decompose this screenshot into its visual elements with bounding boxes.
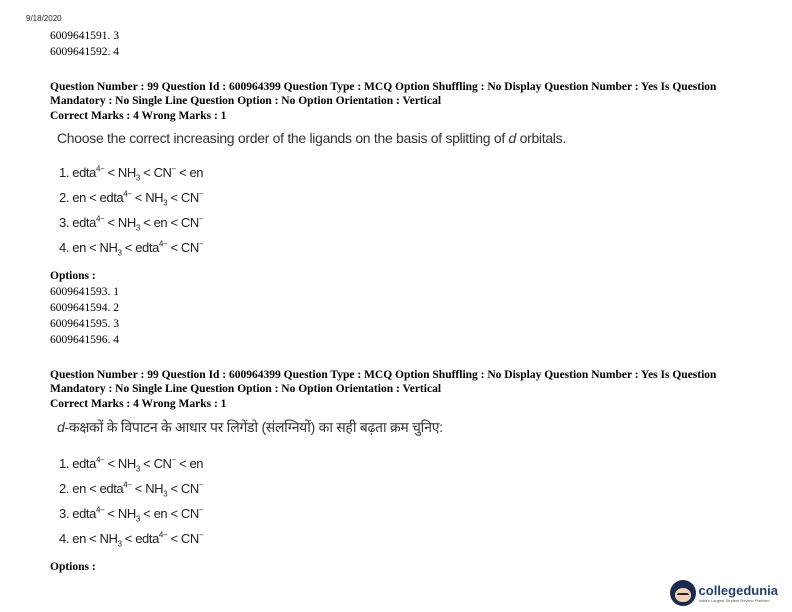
choice-2 — [59, 185, 760, 210]
choice-sub: 3 — [135, 173, 140, 183]
choice-4 — [59, 526, 760, 551]
question-text-part: orbitals. — [516, 130, 566, 146]
choice-3 — [59, 210, 760, 235]
choice-text: < NH — [131, 481, 164, 496]
question-text-part: Choose the correct increasing order of the ligands on the basis of splitting of — [57, 130, 509, 146]
choice-text: edta — [72, 215, 96, 230]
choice-text: < CN — [167, 240, 199, 255]
question-text — [57, 130, 760, 146]
choice-1 — [59, 160, 760, 185]
choice-text: < CN — [167, 531, 199, 546]
choice-text: en < edta — [72, 190, 124, 205]
logo-tagline: India's Largest Student Review Platform — [698, 598, 770, 603]
choice-list-hindi — [59, 451, 760, 551]
choice-text: en < NH — [72, 531, 118, 546]
choice-number: 4. — [59, 531, 70, 546]
choice-text: < edta — [121, 240, 159, 255]
choice-sub: 3 — [135, 223, 140, 233]
choice-number: 2. — [59, 481, 70, 496]
choice-text: < CN — [167, 481, 199, 496]
choice-number: 2. — [59, 190, 70, 205]
choice-sup: 4− — [158, 530, 168, 540]
question-header: Question Number : 99 Question Id : 600964399 Question Type : MCQ Option Shuffling : No Display Question Number : Yes Is Question Mandatory : No Single Line Question Option : No Option Orientation : Vertical — [50, 369, 717, 395]
choice-sup: 4− — [95, 164, 105, 174]
question-marks: Correct Marks : 4 Wrong Marks : 1 — [50, 398, 227, 410]
choice-text: < NH — [131, 190, 164, 205]
choice-4 — [59, 235, 760, 260]
choice-sup: 4− — [158, 239, 168, 249]
choice-number: 3. — [59, 215, 70, 230]
choice-number: 3. — [59, 506, 70, 521]
choice-sup: − — [171, 164, 176, 174]
choice-sub: 3 — [117, 539, 122, 549]
choice-sup: 4− — [95, 505, 105, 515]
choice-sup: − — [198, 505, 204, 515]
logo-text — [699, 583, 778, 603]
choice-number: 4. — [59, 240, 70, 255]
choice-text: < NH — [104, 456, 136, 471]
choice-sub: 3 — [117, 248, 122, 258]
question-text-hindi — [57, 418, 760, 437]
choice-sub: 3 — [163, 198, 168, 208]
choice-text: < NH — [104, 165, 136, 180]
choice-sup: − — [198, 214, 204, 224]
choice-text: < en < CN — [139, 215, 199, 230]
question-text-italic: d — [57, 419, 65, 435]
choice-text: < en — [175, 456, 204, 471]
choice-text: en < NH — [72, 240, 118, 255]
choice-sub: 3 — [135, 514, 140, 524]
options-label: Options : — [50, 270, 96, 282]
choice-text: < CN — [139, 456, 172, 471]
choice-text: < en < CN — [139, 506, 199, 521]
choice-3 — [59, 501, 760, 526]
choice-number: 1. — [59, 456, 70, 471]
choice-sup: − — [198, 530, 204, 540]
mascot-icon — [670, 580, 696, 606]
document-body — [50, 28, 760, 575]
options-label: Options : — [50, 561, 96, 573]
choice-sup: − — [198, 480, 204, 490]
choice-sup: 4− — [95, 214, 105, 224]
choice-number: 1. — [59, 165, 70, 180]
choice-sup: − — [198, 189, 204, 199]
choice-text: edta — [72, 165, 96, 180]
choice-sup: − — [198, 239, 204, 249]
question-text-part: -कक्षकों के विपाटन के आधार पर लिगेंडो (संलग्नियों) का सही बढ़ता क्रम चुनिए: — [64, 419, 443, 435]
choice-list — [59, 160, 760, 260]
option-item: 6009641595. 3 — [50, 318, 119, 330]
choice-text: edta — [72, 506, 96, 521]
choice-text: < NH — [104, 215, 136, 230]
choice-sup: − — [171, 455, 176, 465]
choice-text: edta — [72, 456, 96, 471]
choice-sup: 4− — [123, 189, 132, 199]
print-date: 9/18/2020 — [26, 14, 62, 23]
option-item: 6009641596. 4 — [50, 334, 119, 346]
option-item: 6009641594. 2 — [50, 302, 119, 314]
choice-text: en < edta — [72, 481, 124, 496]
option-item: 6009641593. 1 — [50, 286, 119, 298]
choice-sub: 3 — [135, 464, 140, 474]
question-marks: Correct Marks : 4 Wrong Marks : 1 — [50, 110, 227, 122]
collegedunia-logo — [670, 580, 778, 606]
choice-2 — [59, 476, 760, 501]
choice-1 — [59, 451, 760, 476]
choice-sup: 4− — [123, 480, 132, 490]
choice-text: < NH — [104, 506, 136, 521]
prev-option: 6009641592. 4 — [50, 46, 119, 58]
logo-name: collegedunia — [698, 583, 778, 598]
choice-text: < CN — [167, 190, 199, 205]
question-text-italic: d — [508, 130, 516, 146]
choice-sub: 3 — [163, 489, 168, 499]
choice-text: < edta — [121, 531, 159, 546]
prev-option: 6009641591. 3 — [50, 30, 119, 42]
question-header: Question Number : 99 Question Id : 600964399 Question Type : MCQ Option Shuffling : No Display Question Number : Yes Is Question Mandatory : No Single Line Question Option : No Option Orientation : Vertical — [50, 81, 717, 107]
choice-sup: 4− — [95, 455, 105, 465]
choice-text: < CN — [139, 165, 172, 180]
choice-text: < en — [175, 165, 204, 180]
